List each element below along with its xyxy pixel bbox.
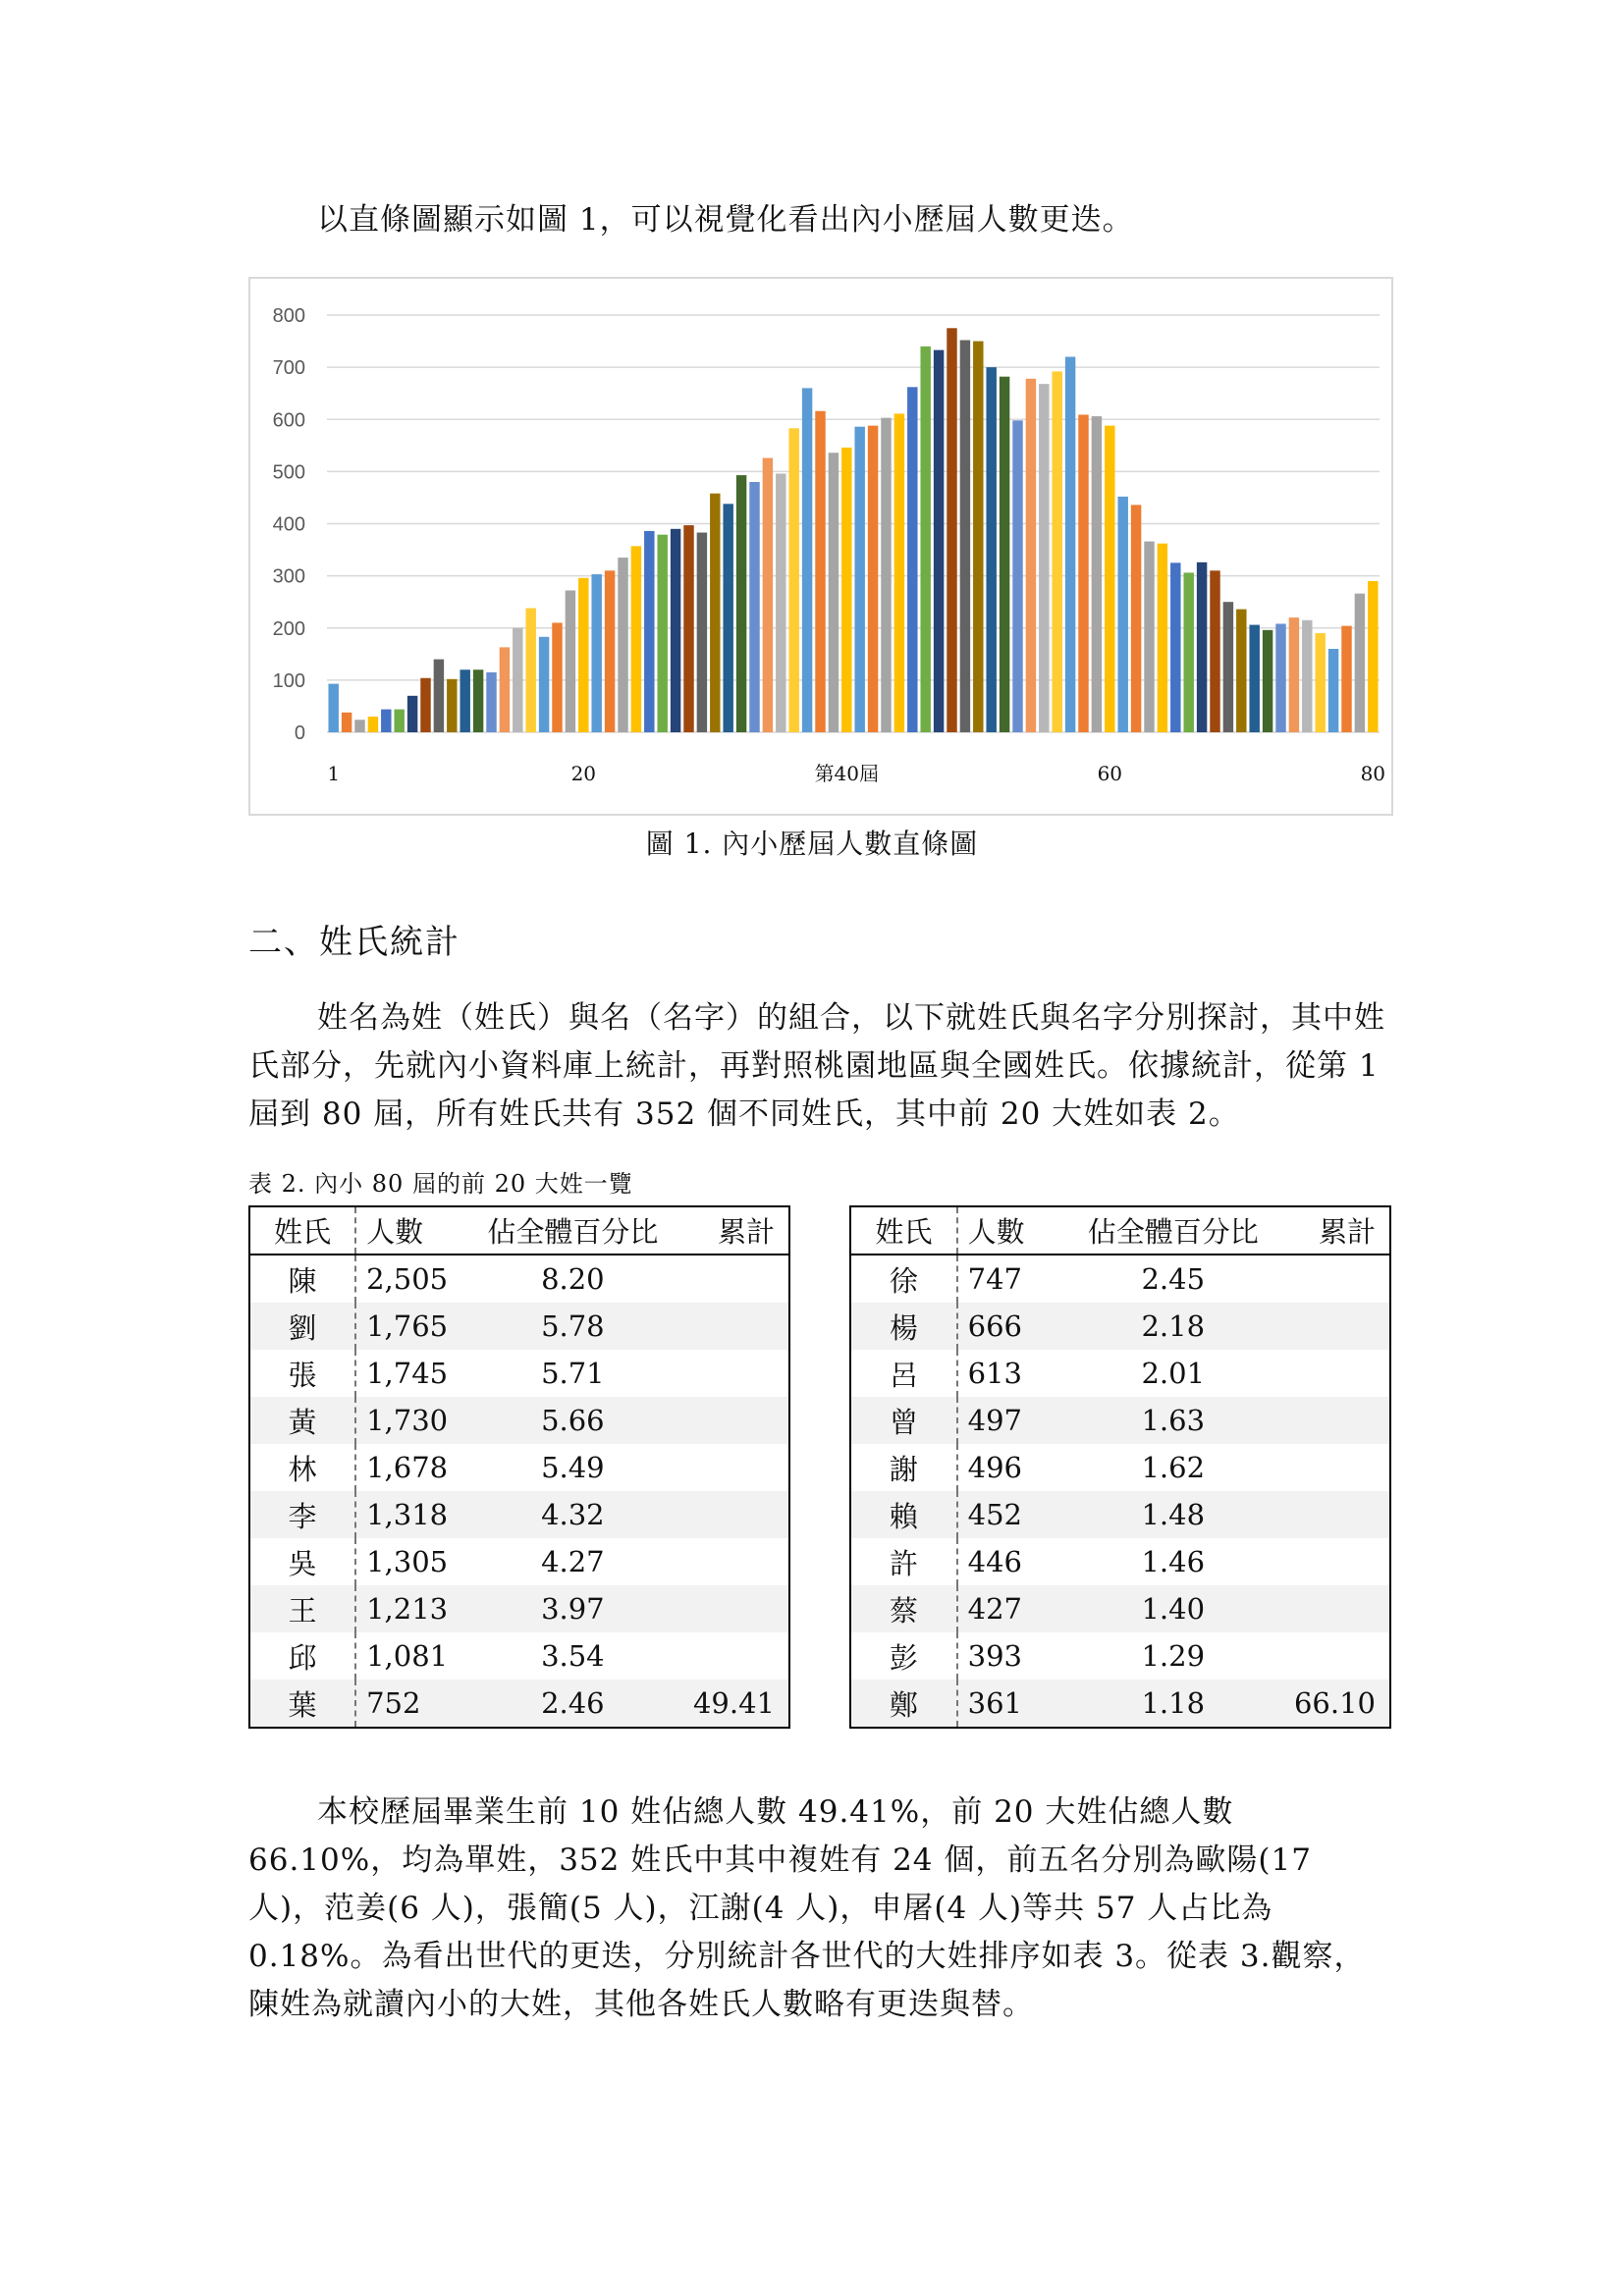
bar (420, 678, 430, 732)
count-cell: 393 (967, 1639, 1022, 1673)
surname-cell: 林 (249, 1444, 355, 1491)
bar (566, 591, 575, 733)
surname-cell: 劉 (249, 1303, 355, 1350)
table-row (249, 1632, 789, 1680)
table-row (249, 1303, 789, 1350)
bar (631, 546, 641, 732)
bar (394, 710, 404, 732)
percent-cell: 4.27 (541, 1545, 605, 1578)
bar (934, 350, 944, 732)
surname-cell: 黃 (249, 1397, 355, 1444)
bar (447, 679, 457, 732)
count-cell: 666 (957, 1303, 1087, 1350)
cumulative-cell (660, 1255, 789, 1303)
bar (460, 669, 469, 732)
percent-cell: 2.01 (1141, 1357, 1206, 1390)
bar (1368, 581, 1378, 732)
figure-caption: 圖 1. 內小歷屆人數直條圖 (645, 828, 979, 860)
bar (1223, 602, 1233, 732)
count-cell: 1,745 (366, 1357, 449, 1390)
bar (1039, 384, 1049, 732)
cumulative-cell (1260, 1491, 1390, 1538)
bar (605, 570, 615, 732)
header-count: 人數 (957, 1206, 1087, 1255)
x-tick-label: 1 (327, 762, 341, 785)
cumulative-cell (1260, 1350, 1390, 1397)
percent-cell: 5.71 (541, 1357, 605, 1390)
bar (618, 558, 627, 732)
bar (854, 427, 864, 732)
percent-cell: 1.62 (1141, 1451, 1206, 1484)
bar (736, 475, 746, 732)
count-cell: 613 (967, 1357, 1022, 1390)
count-cell: 1,318 (355, 1491, 486, 1538)
bar (473, 669, 483, 732)
bar (788, 428, 798, 732)
cumulative-cell (660, 1350, 789, 1397)
cumulative-cell (660, 1538, 789, 1585)
table-row (249, 1585, 789, 1632)
bar (1158, 544, 1167, 732)
cumulative-cell (1260, 1632, 1390, 1680)
cumulative-cell (1260, 1444, 1390, 1491)
surname-cell: 徐 (850, 1255, 957, 1303)
cumulative-cell (1260, 1585, 1390, 1632)
x-tick-label: 60 (1097, 762, 1123, 785)
table-row (850, 1350, 1390, 1397)
bar (1355, 594, 1365, 732)
table-row (249, 1538, 789, 1585)
header-count: 人數 (355, 1206, 486, 1255)
count-cell: 361 (957, 1680, 1087, 1728)
bar (1275, 624, 1285, 733)
percent-cell: 3.54 (541, 1639, 605, 1673)
y-tick-label: 300 (272, 565, 305, 588)
surname-cell: 吳 (249, 1538, 355, 1585)
bar (920, 347, 930, 732)
bar (434, 660, 444, 732)
percent-cell: 1.46 (1141, 1545, 1206, 1578)
header-surname: 姓氏 (249, 1206, 355, 1255)
x-tick-label: 80 (1360, 762, 1386, 785)
bar (960, 341, 970, 733)
cumulative-cell (660, 1491, 789, 1538)
bar (710, 494, 720, 732)
bar (1197, 562, 1207, 732)
bar (894, 413, 904, 732)
bar (697, 533, 707, 732)
bar (591, 574, 601, 732)
surname-cell: 謝 (850, 1444, 957, 1491)
header-cumulative: 累計 (660, 1206, 789, 1255)
cumulative-cell (1260, 1255, 1390, 1303)
bar (328, 684, 338, 732)
bar (513, 628, 522, 732)
count-cell: 1,213 (355, 1585, 486, 1632)
y-axis-ticks (273, 305, 305, 744)
y-tick-label: 400 (272, 513, 305, 536)
count-cell: 2,505 (366, 1262, 449, 1296)
bar (1315, 633, 1325, 732)
count-cell: 1,081 (366, 1639, 449, 1673)
table-row (850, 1680, 1390, 1728)
bar (1105, 426, 1114, 732)
cumulative-cell (1260, 1538, 1390, 1585)
surname-cell: 陳 (249, 1255, 355, 1303)
y-tick-label: 700 (272, 357, 305, 380)
header-percent: 佔全體百分比 (1086, 1206, 1260, 1255)
bar (868, 426, 878, 732)
surname-table-left (248, 1205, 790, 1729)
bar (539, 637, 549, 732)
cumulative-cell (660, 1585, 789, 1632)
bar (973, 342, 983, 732)
count-cell: 497 (957, 1397, 1087, 1444)
section-heading: 二、姓氏統計 (248, 923, 460, 962)
bar (407, 696, 417, 732)
table-row (850, 1255, 1390, 1303)
bar (354, 720, 364, 732)
count-cell: 446 (967, 1545, 1022, 1578)
table-header-row (249, 1206, 789, 1255)
bar (552, 622, 562, 732)
bar (1078, 414, 1088, 732)
bar (578, 578, 588, 732)
bar (829, 453, 839, 732)
table-body-left (249, 1255, 789, 1728)
bar (1117, 497, 1127, 732)
percent-cell: 2.46 (486, 1680, 659, 1728)
percent-cell: 1.40 (1086, 1585, 1260, 1632)
count-cell: 452 (957, 1491, 1087, 1538)
bar (763, 458, 773, 732)
bar (1328, 649, 1338, 732)
header-surname: 姓氏 (850, 1206, 957, 1255)
y-tick-label: 0 (294, 722, 305, 744)
bar (1341, 626, 1351, 732)
percent-cell: 3.97 (486, 1585, 659, 1632)
bar (907, 387, 917, 732)
table-caption: 表 2. 內小 80 屆的前 20 大姓一覽 (248, 1170, 633, 1198)
bars (328, 328, 1378, 732)
table-row (850, 1538, 1390, 1585)
bar (525, 609, 535, 732)
surname-cell: 曾 (850, 1397, 957, 1444)
count-cell: 1,730 (355, 1397, 486, 1444)
count-cell: 427 (957, 1585, 1087, 1632)
surname-cell: 張 (249, 1350, 355, 1397)
bar (1249, 625, 1259, 732)
count-cell: 1,765 (355, 1303, 486, 1350)
table-row (850, 1444, 1390, 1491)
bar (802, 388, 812, 732)
table-row (249, 1350, 789, 1397)
surname-table-right (849, 1205, 1391, 1729)
bar (1183, 572, 1193, 732)
surname-cell: 賴 (850, 1491, 957, 1538)
bar (986, 367, 996, 732)
surname-cell: 王 (249, 1585, 355, 1632)
table-row (249, 1680, 789, 1728)
table-row (850, 1632, 1390, 1680)
y-tick-label: 500 (272, 461, 305, 484)
bar (1302, 620, 1312, 732)
header-percent: 佔全體百分比 (486, 1206, 659, 1255)
cumulative-cell: 49.41 (660, 1680, 789, 1728)
bar (1092, 416, 1102, 732)
surname-cell: 葉 (249, 1680, 355, 1728)
percent-cell: 1.29 (1141, 1639, 1206, 1673)
header-cumulative: 累計 (1260, 1206, 1390, 1255)
percent-cell: 5.66 (486, 1397, 659, 1444)
y-tick-label: 600 (272, 409, 305, 432)
bar (657, 535, 667, 732)
table-row (850, 1303, 1390, 1350)
body-paragraph: 姓名為姓（姓氏）與名（名字）的組合，以下就姓氏與名字分別探討，其中姓氏部分，先就內小資料庫上統計，再對照桃園地區與全國姓氏。依據統計，從第 1 屆到 80 屆，所有姓氏共有 352 個不同姓氏，其中前 20 大姓如表 2。 (248, 1000, 1385, 1132)
cumulative-cell (660, 1303, 789, 1350)
bar (1144, 542, 1154, 732)
y-tick-label: 800 (272, 305, 305, 327)
body-paragraph-2: 本校歷屆畢業生前 10 姓佔總人數 49.41%，前 20 大姓佔總人數 66.10%，均為單姓，352 姓氏中其中複姓有 24 個，前五名分別為歐陽(17 人)，范姜(6 人)，張簡(5 人)，江謝(4 人)，申屠(4 人)等共 57 人占比為 0.18%。為看出世代的更迭，分別統計各世代的大姓排序如表 3。從表 3.觀察，陳姓為就讀內小的大姓，其他各姓氏人數略有更迭與替。 (248, 1794, 1366, 2022)
bar (342, 713, 352, 732)
percent-cell: 1.63 (1086, 1397, 1260, 1444)
table-row (850, 1585, 1390, 1632)
x-tick-label: 第40屆 (814, 762, 880, 785)
surname-cell: 鄭 (850, 1680, 957, 1728)
bar (644, 531, 654, 732)
bar (381, 710, 391, 732)
percent-cell: 2.18 (1086, 1303, 1260, 1350)
bar (486, 672, 496, 732)
bar (1289, 617, 1299, 732)
bar (1065, 357, 1075, 733)
x-tick-label: 20 (570, 762, 597, 785)
cumulative-cell (660, 1397, 789, 1444)
intro-paragraph: 以直條圖顯示如圖 1，可以視覺化看出內小歷屆人數更迭。 (317, 202, 1134, 238)
cumulative-cell (1260, 1397, 1390, 1444)
bar (1210, 570, 1219, 732)
table-row (249, 1444, 789, 1491)
cumulative-cell (1260, 1303, 1390, 1350)
bar (947, 328, 956, 732)
surname-cell: 楊 (850, 1303, 957, 1350)
table-row (249, 1491, 789, 1538)
bar (1263, 630, 1272, 732)
count-cell: 747 (967, 1262, 1022, 1296)
bar (671, 529, 680, 732)
percent-cell: 5.78 (486, 1303, 659, 1350)
bar (1236, 610, 1246, 732)
table-row (850, 1491, 1390, 1538)
table-body-right (850, 1255, 1390, 1728)
gridlines (327, 315, 1380, 732)
percent-cell: 1.18 (1086, 1680, 1260, 1728)
bar (1000, 377, 1009, 732)
cumulative-cell: 66.10 (1260, 1680, 1390, 1728)
bar (723, 504, 732, 732)
surname-cell: 許 (850, 1538, 957, 1585)
bar (1026, 379, 1036, 732)
count-cell: 496 (967, 1451, 1022, 1484)
bar (776, 474, 785, 733)
y-tick-label: 100 (272, 669, 305, 692)
x-axis-ticks (327, 762, 1385, 785)
bar (749, 482, 759, 732)
percent-cell: 8.20 (541, 1262, 605, 1296)
count-cell: 752 (355, 1680, 486, 1728)
bar-chart-svg (250, 279, 1391, 814)
bar (368, 717, 378, 732)
percent-cell: 2.45 (1141, 1262, 1206, 1296)
count-cell: 1,678 (366, 1451, 449, 1484)
percent-cell: 1.48 (1086, 1491, 1260, 1538)
table-row (249, 1397, 789, 1444)
bar (683, 525, 693, 732)
surname-cell: 彭 (850, 1632, 957, 1680)
percent-cell: 5.49 (541, 1451, 605, 1484)
cumulative-cell (660, 1444, 789, 1491)
bar (841, 448, 851, 732)
bar (1131, 505, 1141, 732)
cumulative-cell (660, 1632, 789, 1680)
table-row (249, 1255, 789, 1303)
bar (1170, 562, 1180, 732)
bar (815, 411, 825, 732)
y-tick-label: 200 (272, 617, 305, 640)
surname-cell: 邱 (249, 1632, 355, 1680)
bar (500, 647, 510, 732)
bar (1012, 420, 1022, 732)
bar (881, 418, 891, 732)
surname-cell: 蔡 (850, 1585, 957, 1632)
surname-cell: 李 (249, 1491, 355, 1538)
surname-cell: 呂 (850, 1350, 957, 1397)
bar-chart (248, 277, 1393, 816)
count-cell: 1,305 (366, 1545, 449, 1578)
table-row (850, 1397, 1390, 1444)
table-header-row (850, 1206, 1390, 1255)
bar (1052, 371, 1061, 732)
percent-cell: 4.32 (486, 1491, 659, 1538)
